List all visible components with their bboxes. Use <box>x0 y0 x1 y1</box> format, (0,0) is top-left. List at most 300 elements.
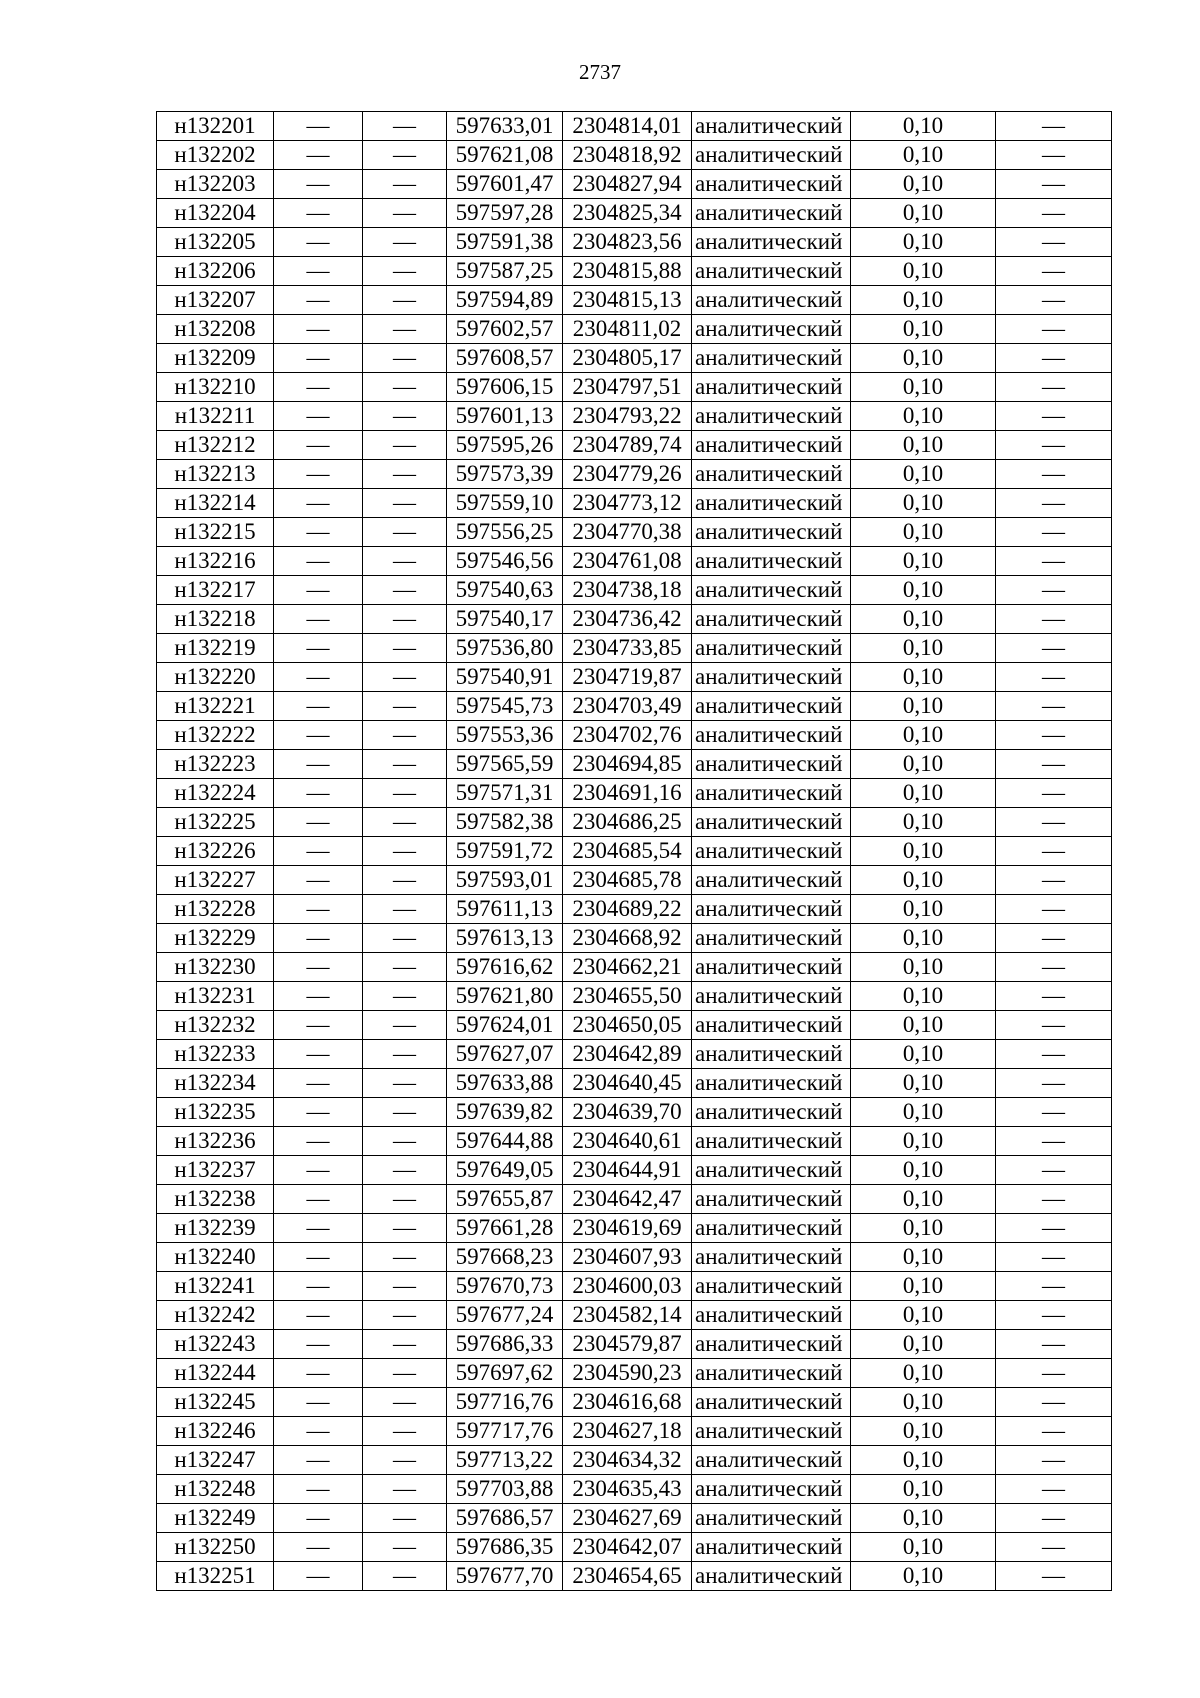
empty-value-cell: — <box>996 141 1112 170</box>
table-row <box>157 837 1112 866</box>
point-name-cell: н132215 <box>157 518 274 547</box>
accuracy-cell: 0,10 <box>851 257 996 286</box>
x-coordinate-cell: 597713,22 <box>447 1446 563 1475</box>
empty-value-cell: — <box>274 1562 363 1591</box>
empty-value-cell: — <box>996 1533 1112 1562</box>
empty-value-cell: — <box>274 866 363 895</box>
x-coordinate-cell: 597624,01 <box>447 1011 563 1040</box>
table-row <box>157 721 1112 750</box>
empty-value-cell: — <box>363 257 447 286</box>
point-name-cell: н132227 <box>157 866 274 895</box>
x-coordinate-cell: 597677,70 <box>447 1562 563 1591</box>
empty-value-cell: — <box>363 1156 447 1185</box>
empty-value-cell: — <box>996 866 1112 895</box>
empty-value-cell: — <box>363 141 447 170</box>
empty-value-cell: — <box>996 199 1112 228</box>
empty-value-cell: — <box>274 1359 363 1388</box>
accuracy-cell: 0,10 <box>851 1243 996 1272</box>
method-cell: аналитический <box>692 141 851 170</box>
method-cell: аналитический <box>692 199 851 228</box>
accuracy-cell: 0,10 <box>851 112 996 141</box>
accuracy-cell: 0,10 <box>851 315 996 344</box>
table-row <box>157 1417 1112 1446</box>
table-row <box>157 547 1112 576</box>
empty-value-cell: — <box>363 1185 447 1214</box>
x-coordinate-cell: 597587,25 <box>447 257 563 286</box>
x-coordinate-cell: 597670,73 <box>447 1272 563 1301</box>
table-row <box>157 779 1112 808</box>
y-coordinate-cell: 2304823,56 <box>563 228 692 257</box>
point-name-cell: н132240 <box>157 1243 274 1272</box>
empty-value-cell: — <box>274 692 363 721</box>
accuracy-cell: 0,10 <box>851 779 996 808</box>
y-coordinate-cell: 2304616,68 <box>563 1388 692 1417</box>
x-coordinate-cell: 597601,47 <box>447 170 563 199</box>
empty-value-cell: — <box>996 315 1112 344</box>
method-cell: аналитический <box>692 518 851 547</box>
empty-value-cell: — <box>363 315 447 344</box>
point-name-cell: н132237 <box>157 1156 274 1185</box>
accuracy-cell: 0,10 <box>851 1504 996 1533</box>
method-cell: аналитический <box>692 257 851 286</box>
table-row <box>157 1330 1112 1359</box>
point-name-cell: н132239 <box>157 1214 274 1243</box>
x-coordinate-cell: 597591,72 <box>447 837 563 866</box>
point-name-cell: н132208 <box>157 315 274 344</box>
point-name-cell: н132233 <box>157 1040 274 1069</box>
accuracy-cell: 0,10 <box>851 663 996 692</box>
empty-value-cell: — <box>996 1214 1112 1243</box>
empty-value-cell: — <box>274 605 363 634</box>
empty-value-cell: — <box>274 1127 363 1156</box>
y-coordinate-cell: 2304600,03 <box>563 1272 692 1301</box>
empty-value-cell: — <box>274 547 363 576</box>
accuracy-cell: 0,10 <box>851 837 996 866</box>
accuracy-cell: 0,10 <box>851 286 996 315</box>
x-coordinate-cell: 597697,62 <box>447 1359 563 1388</box>
empty-value-cell: — <box>363 489 447 518</box>
table-row <box>157 1475 1112 1504</box>
empty-value-cell: — <box>274 199 363 228</box>
x-coordinate-cell: 597601,13 <box>447 402 563 431</box>
y-coordinate-cell: 2304689,22 <box>563 895 692 924</box>
point-name-cell: н132235 <box>157 1098 274 1127</box>
accuracy-cell: 0,10 <box>851 1127 996 1156</box>
empty-value-cell: — <box>274 1156 363 1185</box>
point-name-cell: н132212 <box>157 431 274 460</box>
empty-value-cell: — <box>274 1040 363 1069</box>
empty-value-cell: — <box>996 576 1112 605</box>
empty-value-cell: — <box>996 402 1112 431</box>
empty-value-cell: — <box>274 1301 363 1330</box>
empty-value-cell: — <box>274 1533 363 1562</box>
point-name-cell: н132209 <box>157 344 274 373</box>
point-name-cell: н132229 <box>157 924 274 953</box>
x-coordinate-cell: 597655,87 <box>447 1185 563 1214</box>
method-cell: аналитический <box>692 1040 851 1069</box>
empty-value-cell: — <box>363 1011 447 1040</box>
empty-value-cell: — <box>996 750 1112 779</box>
empty-value-cell: — <box>996 344 1112 373</box>
x-coordinate-cell: 597633,01 <box>447 112 563 141</box>
x-coordinate-cell: 597644,88 <box>447 1127 563 1156</box>
method-cell: аналитический <box>692 286 851 315</box>
point-name-cell: н132225 <box>157 808 274 837</box>
empty-value-cell: — <box>274 924 363 953</box>
accuracy-cell: 0,10 <box>851 808 996 837</box>
method-cell: аналитический <box>692 1388 851 1417</box>
table-row <box>157 1127 1112 1156</box>
accuracy-cell: 0,10 <box>851 518 996 547</box>
y-coordinate-cell: 2304736,42 <box>563 605 692 634</box>
table-row <box>157 1040 1112 1069</box>
point-name-cell: н132238 <box>157 1185 274 1214</box>
x-coordinate-cell: 597716,76 <box>447 1388 563 1417</box>
empty-value-cell: — <box>363 1417 447 1446</box>
point-name-cell: н132201 <box>157 112 274 141</box>
empty-value-cell: — <box>274 1272 363 1301</box>
method-cell: аналитический <box>692 1504 851 1533</box>
empty-value-cell: — <box>363 779 447 808</box>
table-row <box>157 1185 1112 1214</box>
accuracy-cell: 0,10 <box>851 547 996 576</box>
y-coordinate-cell: 2304738,18 <box>563 576 692 605</box>
accuracy-cell: 0,10 <box>851 228 996 257</box>
method-cell: аналитический <box>692 1301 851 1330</box>
y-coordinate-cell: 2304805,17 <box>563 344 692 373</box>
accuracy-cell: 0,10 <box>851 982 996 1011</box>
y-coordinate-cell: 2304654,65 <box>563 1562 692 1591</box>
empty-value-cell: — <box>363 1330 447 1359</box>
empty-value-cell: — <box>274 1069 363 1098</box>
method-cell: аналитический <box>692 634 851 663</box>
empty-value-cell: — <box>996 518 1112 547</box>
table-row <box>157 489 1112 518</box>
point-name-cell: н132206 <box>157 257 274 286</box>
empty-value-cell: — <box>363 547 447 576</box>
point-name-cell: н132211 <box>157 402 274 431</box>
empty-value-cell: — <box>363 634 447 663</box>
y-coordinate-cell: 2304789,74 <box>563 431 692 460</box>
empty-value-cell: — <box>363 286 447 315</box>
accuracy-cell: 0,10 <box>851 460 996 489</box>
y-coordinate-cell: 2304590,23 <box>563 1359 692 1388</box>
x-coordinate-cell: 597611,13 <box>447 895 563 924</box>
y-coordinate-cell: 2304655,50 <box>563 982 692 1011</box>
x-coordinate-cell: 597703,88 <box>447 1475 563 1504</box>
empty-value-cell: — <box>363 750 447 779</box>
empty-value-cell: — <box>274 1214 363 1243</box>
table-body <box>157 112 1112 1591</box>
empty-value-cell: — <box>996 663 1112 692</box>
table-row <box>157 1533 1112 1562</box>
empty-value-cell: — <box>363 1040 447 1069</box>
empty-value-cell: — <box>274 953 363 982</box>
empty-value-cell: — <box>996 373 1112 402</box>
method-cell: аналитический <box>692 1446 851 1475</box>
x-coordinate-cell: 597571,31 <box>447 779 563 808</box>
x-coordinate-cell: 597536,80 <box>447 634 563 663</box>
accuracy-cell: 0,10 <box>851 1533 996 1562</box>
empty-value-cell: — <box>996 1446 1112 1475</box>
empty-value-cell: — <box>274 518 363 547</box>
table-row <box>157 1156 1112 1185</box>
empty-value-cell: — <box>274 1185 363 1214</box>
table-row <box>157 1243 1112 1272</box>
empty-value-cell: — <box>274 1243 363 1272</box>
empty-value-cell: — <box>996 1562 1112 1591</box>
accuracy-cell: 0,10 <box>851 924 996 953</box>
empty-value-cell: — <box>363 1359 447 1388</box>
x-coordinate-cell: 597621,80 <box>447 982 563 1011</box>
table-row <box>157 692 1112 721</box>
accuracy-cell: 0,10 <box>851 344 996 373</box>
y-coordinate-cell: 2304640,45 <box>563 1069 692 1098</box>
empty-value-cell: — <box>996 460 1112 489</box>
empty-value-cell: — <box>274 460 363 489</box>
y-coordinate-cell: 2304642,07 <box>563 1533 692 1562</box>
empty-value-cell: — <box>274 489 363 518</box>
method-cell: аналитический <box>692 605 851 634</box>
empty-value-cell: — <box>363 1127 447 1156</box>
y-coordinate-cell: 2304607,93 <box>563 1243 692 1272</box>
y-coordinate-cell: 2304770,38 <box>563 518 692 547</box>
point-name-cell: н132223 <box>157 750 274 779</box>
x-coordinate-cell: 597616,62 <box>447 953 563 982</box>
method-cell: аналитический <box>692 1272 851 1301</box>
empty-value-cell: — <box>363 170 447 199</box>
point-name-cell: н132251 <box>157 1562 274 1591</box>
x-coordinate-cell: 597606,15 <box>447 373 563 402</box>
accuracy-cell: 0,10 <box>851 895 996 924</box>
table-row <box>157 1504 1112 1533</box>
accuracy-cell: 0,10 <box>851 1272 996 1301</box>
y-coordinate-cell: 2304793,22 <box>563 402 692 431</box>
x-coordinate-cell: 597686,33 <box>447 1330 563 1359</box>
accuracy-cell: 0,10 <box>851 402 996 431</box>
empty-value-cell: — <box>996 721 1112 750</box>
y-coordinate-cell: 2304761,08 <box>563 547 692 576</box>
y-coordinate-cell: 2304639,70 <box>563 1098 692 1127</box>
empty-value-cell: — <box>996 547 1112 576</box>
empty-value-cell: — <box>363 982 447 1011</box>
empty-value-cell: — <box>274 286 363 315</box>
y-coordinate-cell: 2304642,89 <box>563 1040 692 1069</box>
x-coordinate-cell: 597573,39 <box>447 460 563 489</box>
empty-value-cell: — <box>363 924 447 953</box>
table-row <box>157 1446 1112 1475</box>
y-coordinate-cell: 2304815,13 <box>563 286 692 315</box>
empty-value-cell: — <box>363 1098 447 1127</box>
point-name-cell: н132245 <box>157 1388 274 1417</box>
empty-value-cell: — <box>996 1417 1112 1446</box>
y-coordinate-cell: 2304579,87 <box>563 1330 692 1359</box>
y-coordinate-cell: 2304702,76 <box>563 721 692 750</box>
point-name-cell: н132230 <box>157 953 274 982</box>
method-cell: аналитический <box>692 1475 851 1504</box>
table-row <box>157 1011 1112 1040</box>
table-row <box>157 373 1112 402</box>
accuracy-cell: 0,10 <box>851 489 996 518</box>
table-row <box>157 663 1112 692</box>
table-row <box>157 634 1112 663</box>
empty-value-cell: — <box>363 199 447 228</box>
empty-value-cell: — <box>274 373 363 402</box>
method-cell: аналитический <box>692 1243 851 1272</box>
y-coordinate-cell: 2304811,02 <box>563 315 692 344</box>
x-coordinate-cell: 597686,35 <box>447 1533 563 1562</box>
method-cell: аналитический <box>692 315 851 344</box>
point-name-cell: н132202 <box>157 141 274 170</box>
accuracy-cell: 0,10 <box>851 170 996 199</box>
table-row <box>157 1301 1112 1330</box>
empty-value-cell: — <box>274 1330 363 1359</box>
accuracy-cell: 0,10 <box>851 692 996 721</box>
point-name-cell: н132214 <box>157 489 274 518</box>
point-name-cell: н132250 <box>157 1533 274 1562</box>
point-name-cell: н132219 <box>157 634 274 663</box>
table-row <box>157 866 1112 895</box>
y-coordinate-cell: 2304694,85 <box>563 750 692 779</box>
empty-value-cell: — <box>363 112 447 141</box>
method-cell: аналитический <box>692 402 851 431</box>
empty-value-cell: — <box>363 1272 447 1301</box>
accuracy-cell: 0,10 <box>851 1475 996 1504</box>
y-coordinate-cell: 2304703,49 <box>563 692 692 721</box>
table-row <box>157 1069 1112 1098</box>
method-cell: аналитический <box>692 1185 851 1214</box>
empty-value-cell: — <box>363 692 447 721</box>
table-row <box>157 1272 1112 1301</box>
empty-value-cell: — <box>274 112 363 141</box>
empty-value-cell: — <box>363 1214 447 1243</box>
empty-value-cell: — <box>363 1388 447 1417</box>
x-coordinate-cell: 597717,76 <box>447 1417 563 1446</box>
table-row <box>157 924 1112 953</box>
method-cell: аналитический <box>692 344 851 373</box>
empty-value-cell: — <box>996 1156 1112 1185</box>
empty-value-cell: — <box>274 837 363 866</box>
empty-value-cell: — <box>274 257 363 286</box>
y-coordinate-cell: 2304634,32 <box>563 1446 692 1475</box>
empty-value-cell: — <box>996 286 1112 315</box>
y-coordinate-cell: 2304685,78 <box>563 866 692 895</box>
accuracy-cell: 0,10 <box>851 750 996 779</box>
table-row <box>157 605 1112 634</box>
empty-value-cell: — <box>363 1475 447 1504</box>
method-cell: аналитический <box>692 750 851 779</box>
empty-value-cell: — <box>274 141 363 170</box>
empty-value-cell: — <box>996 779 1112 808</box>
x-coordinate-cell: 597595,26 <box>447 431 563 460</box>
point-name-cell: н132224 <box>157 779 274 808</box>
table-row <box>157 750 1112 779</box>
point-name-cell: н132243 <box>157 1330 274 1359</box>
table-row <box>157 460 1112 489</box>
empty-value-cell: — <box>996 1185 1112 1214</box>
empty-value-cell: — <box>363 1069 447 1098</box>
accuracy-cell: 0,10 <box>851 721 996 750</box>
table-row <box>157 141 1112 170</box>
y-coordinate-cell: 2304779,26 <box>563 460 692 489</box>
accuracy-cell: 0,10 <box>851 1417 996 1446</box>
point-name-cell: н132222 <box>157 721 274 750</box>
method-cell: аналитический <box>692 779 851 808</box>
accuracy-cell: 0,10 <box>851 1069 996 1098</box>
x-coordinate-cell: 597545,73 <box>447 692 563 721</box>
method-cell: аналитический <box>692 1533 851 1562</box>
x-coordinate-cell: 597621,08 <box>447 141 563 170</box>
empty-value-cell: — <box>274 576 363 605</box>
table-row <box>157 808 1112 837</box>
y-coordinate-cell: 2304644,91 <box>563 1156 692 1185</box>
y-coordinate-cell: 2304662,21 <box>563 953 692 982</box>
method-cell: аналитический <box>692 1562 851 1591</box>
empty-value-cell: — <box>996 112 1112 141</box>
method-cell: аналитический <box>692 1011 851 1040</box>
y-coordinate-cell: 2304691,16 <box>563 779 692 808</box>
table-row <box>157 431 1112 460</box>
x-coordinate-cell: 597677,24 <box>447 1301 563 1330</box>
y-coordinate-cell: 2304814,01 <box>563 112 692 141</box>
point-name-cell: н132205 <box>157 228 274 257</box>
empty-value-cell: — <box>996 257 1112 286</box>
table-row <box>157 199 1112 228</box>
method-cell: аналитический <box>692 460 851 489</box>
method-cell: аналитический <box>692 1214 851 1243</box>
page-number: 2737 <box>579 60 621 84</box>
empty-value-cell: — <box>274 663 363 692</box>
empty-value-cell: — <box>996 1011 1112 1040</box>
empty-value-cell: — <box>363 866 447 895</box>
accuracy-cell: 0,10 <box>851 1214 996 1243</box>
accuracy-cell: 0,10 <box>851 1040 996 1069</box>
accuracy-cell: 0,10 <box>851 199 996 228</box>
method-cell: аналитический <box>692 170 851 199</box>
table-row <box>157 286 1112 315</box>
empty-value-cell: — <box>274 402 363 431</box>
coordinates-table <box>156 111 1112 1591</box>
empty-value-cell: — <box>363 721 447 750</box>
y-coordinate-cell: 2304650,05 <box>563 1011 692 1040</box>
point-name-cell: н132228 <box>157 895 274 924</box>
table-row <box>157 112 1112 141</box>
empty-value-cell: — <box>274 779 363 808</box>
empty-value-cell: — <box>996 837 1112 866</box>
point-name-cell: н132244 <box>157 1359 274 1388</box>
x-coordinate-cell: 597633,88 <box>447 1069 563 1098</box>
x-coordinate-cell: 597602,57 <box>447 315 563 344</box>
y-coordinate-cell: 2304686,25 <box>563 808 692 837</box>
x-coordinate-cell: 597613,13 <box>447 924 563 953</box>
accuracy-cell: 0,10 <box>851 576 996 605</box>
empty-value-cell: — <box>363 1243 447 1272</box>
y-coordinate-cell: 2304627,18 <box>563 1417 692 1446</box>
method-cell: аналитический <box>692 431 851 460</box>
method-cell: аналитический <box>692 547 851 576</box>
empty-value-cell: — <box>363 1446 447 1475</box>
point-name-cell: н132210 <box>157 373 274 402</box>
method-cell: аналитический <box>692 1127 851 1156</box>
empty-value-cell: — <box>996 489 1112 518</box>
accuracy-cell: 0,10 <box>851 953 996 982</box>
x-coordinate-cell: 597540,91 <box>447 663 563 692</box>
method-cell: аналитический <box>692 866 851 895</box>
x-coordinate-cell: 597556,25 <box>447 518 563 547</box>
table-row <box>157 402 1112 431</box>
accuracy-cell: 0,10 <box>851 373 996 402</box>
accuracy-cell: 0,10 <box>851 1446 996 1475</box>
